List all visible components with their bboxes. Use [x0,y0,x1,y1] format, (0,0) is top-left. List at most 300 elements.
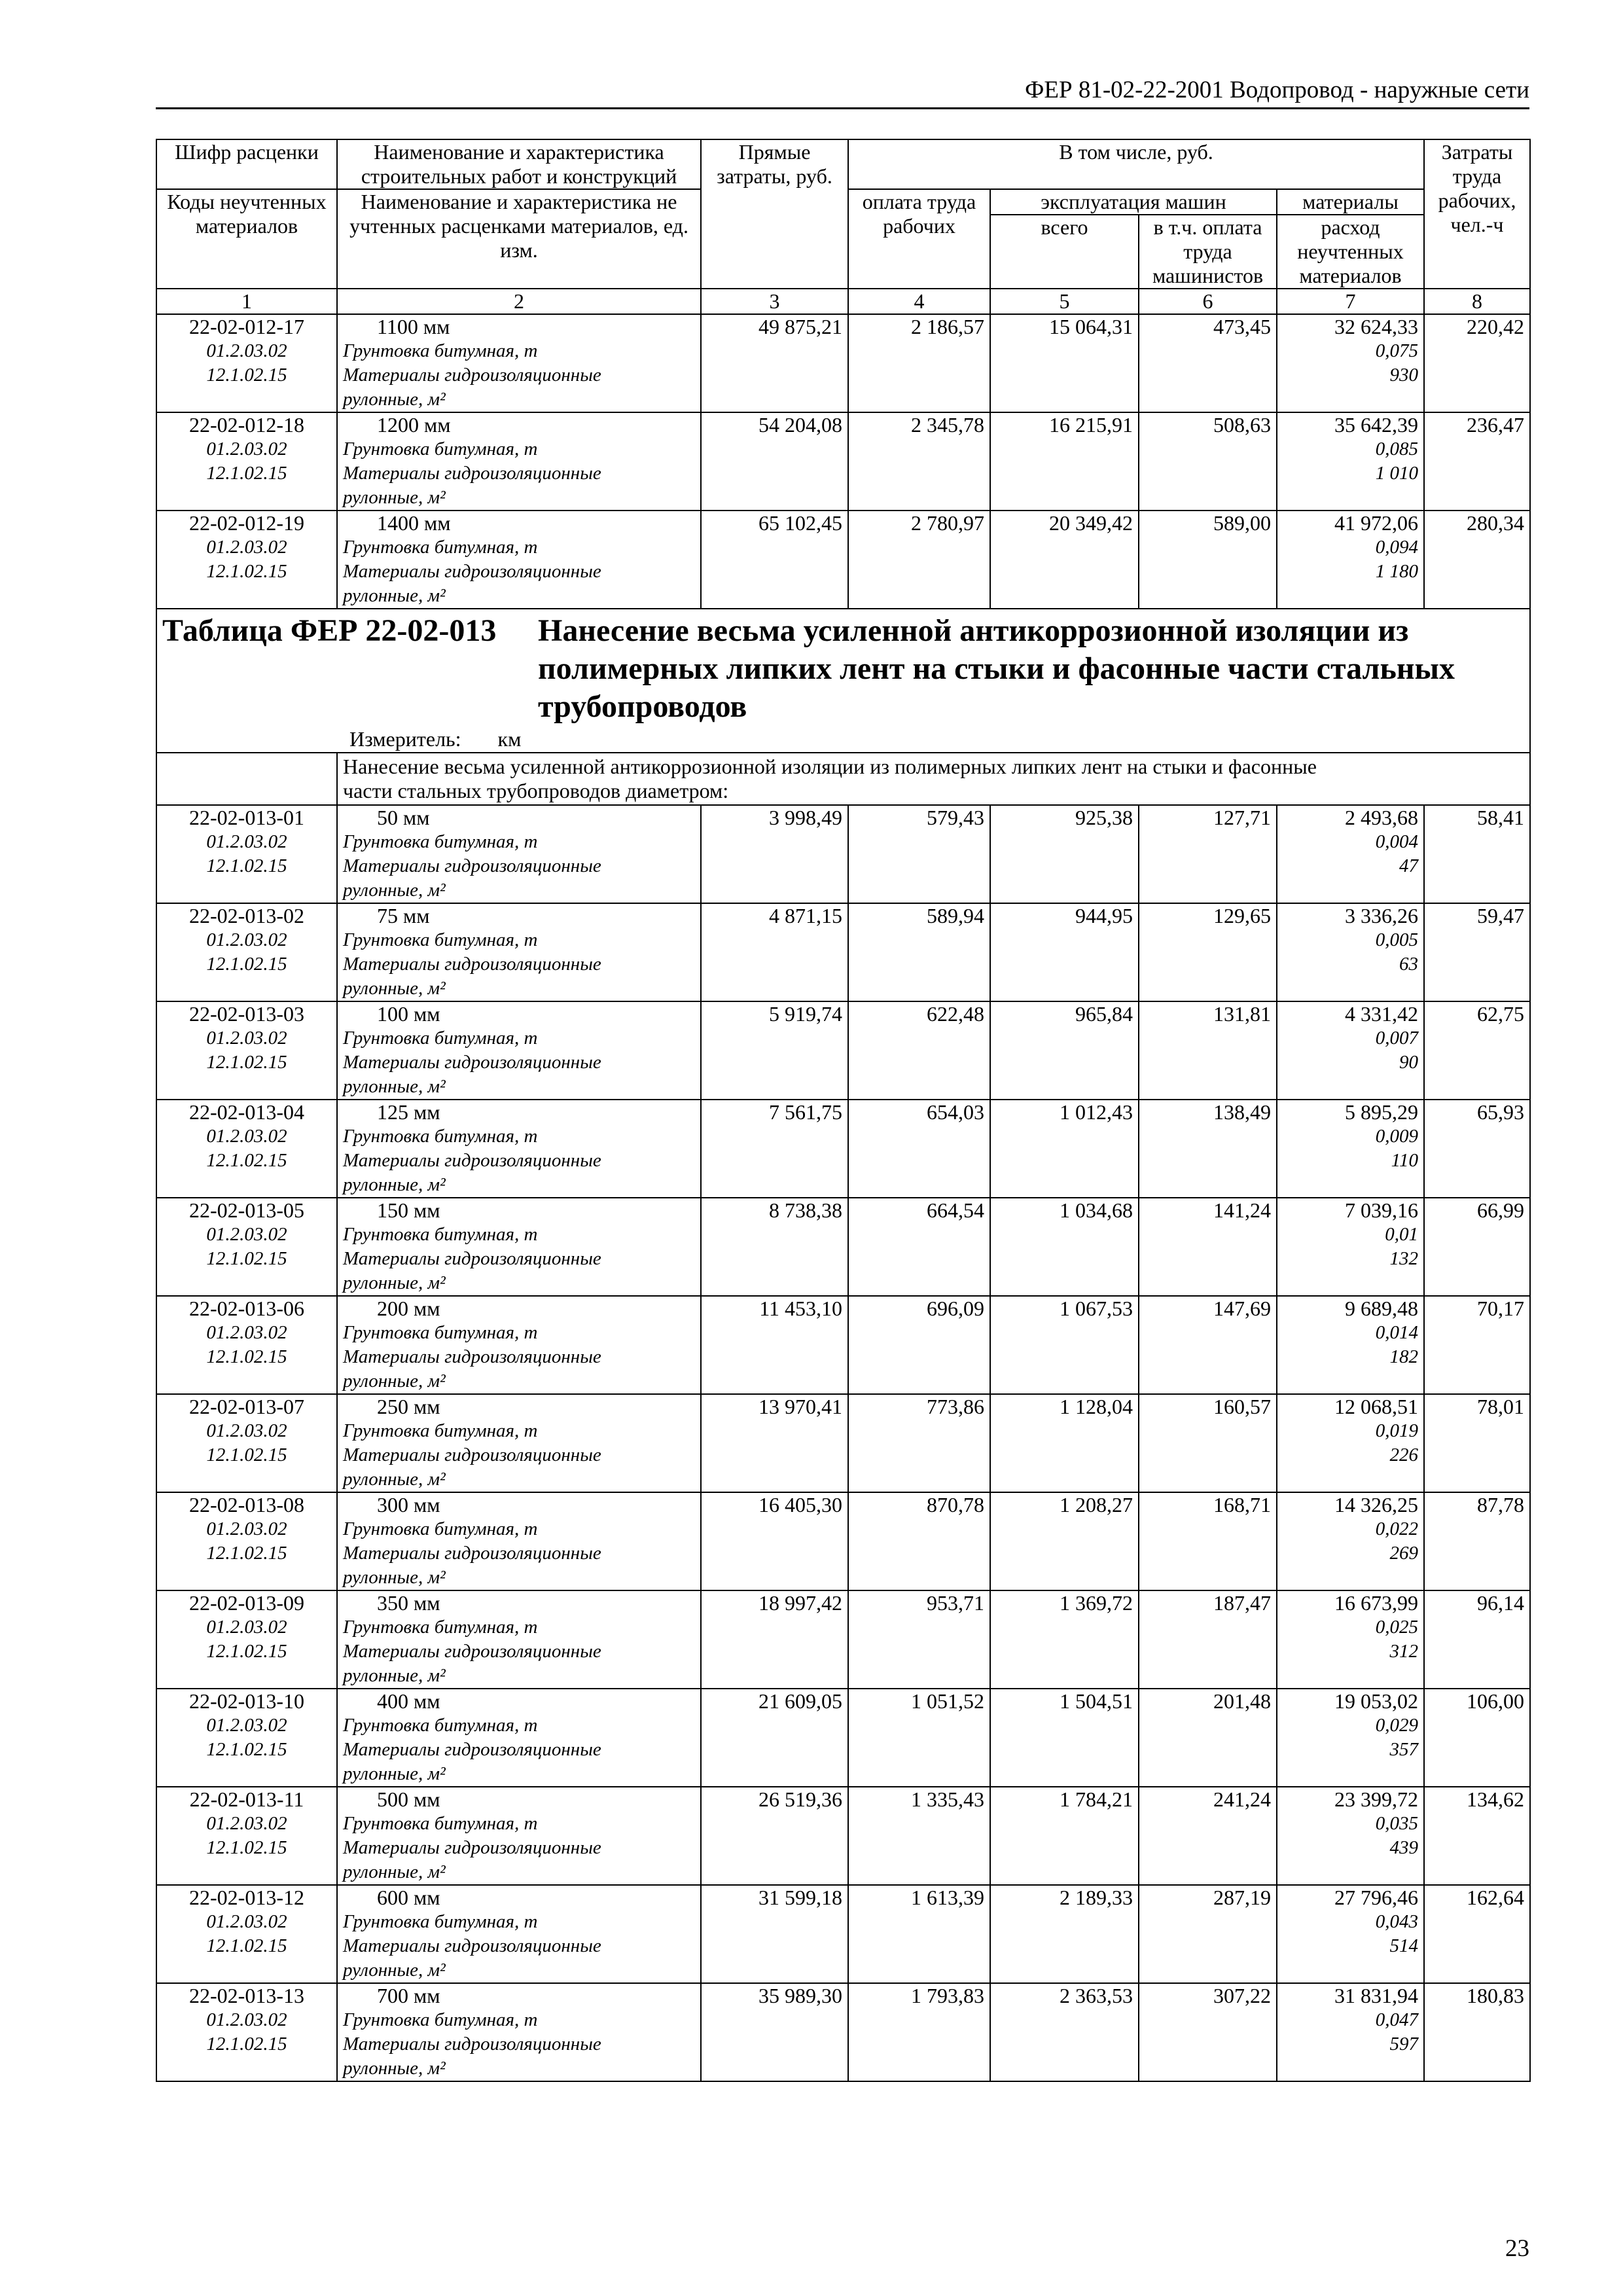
materials-cost: 19 053,02 [1334,1689,1419,1713]
material-name: рулонные, м² [343,389,446,410]
machinist-pay: 307,22 [1139,1983,1277,2081]
rate-code: 22-02-013-12 [189,1886,304,1909]
direct-cost: 26 519,36 [701,1787,848,1885]
table-row [156,903,1530,1001]
material-code: 12.1.02.15 [206,954,287,975]
material-name: Грунтовка битумная, т [343,2009,538,2030]
rate-code-cell [156,1394,337,1492]
col-head-machines: эксплуатация машин [990,189,1277,215]
labor-hours: 62,75 [1424,1001,1530,1100]
materials-cost: 9 689,48 [1345,1297,1419,1320]
name-cell [337,1198,701,1296]
name-cell [337,1001,701,1100]
direct-cost: 11 453,10 [701,1296,848,1394]
material-code: 01.2.03.02 [206,929,287,950]
name-cell [337,1100,701,1198]
rate-code-cell [156,1885,337,1983]
machinist-pay: 589,00 [1139,511,1277,609]
materials-cost: 2 493,68 [1345,806,1419,829]
work-name: 75 мм [377,904,430,927]
machines-total: 944,95 [990,903,1139,1001]
labor-pay: 654,03 [848,1100,990,1198]
material-name: Грунтовка битумная, т [343,831,538,852]
name-cell [337,1885,701,1983]
table-title-line: трубопроводов [538,689,747,724]
rate-code: 22-02-013-06 [189,1297,304,1320]
machines-total: 2 363,53 [990,1983,1139,2081]
labor-pay: 2 186,57 [848,314,990,412]
materials-cost: 16 673,99 [1334,1591,1419,1615]
labor-pay: 2 345,78 [848,412,990,511]
col-head-labor-pay: оплата труда рабочих [848,189,990,289]
col-num: 4 [848,289,990,314]
work-name: 200 мм [377,1297,440,1320]
name-cell [337,412,701,511]
table-row [156,1100,1530,1198]
machinist-pay: 187,47 [1139,1590,1277,1689]
name-cell [337,805,701,903]
col-head-machines-total: всего [990,215,1139,289]
machines-total: 1 012,43 [990,1100,1139,1198]
name-cell [337,1492,701,1590]
materials-cell [1277,1885,1424,1983]
material-name: рулонные, м² [343,1272,446,1293]
material-name: Грунтовка битумная, т [343,537,538,558]
work-name: 300 мм [377,1493,440,1516]
material-code: 01.2.03.02 [206,2009,287,2030]
labor-hours: 220,42 [1424,314,1530,412]
material-name: рулонные, м² [343,2058,446,2079]
material-name: рулонные, м² [343,1469,446,1490]
material-quantity: 182 [1389,1346,1419,1367]
rate-code-cell [156,1689,337,1787]
material-name: рулонные, м² [343,880,446,901]
material-name: Материалы гидроизоляционные [343,1150,601,1171]
material-name: Грунтовка битумная, т [343,1518,538,1539]
material-name: рулонные, м² [343,1174,446,1195]
col-num: 5 [990,289,1139,314]
machinist-pay: 241,24 [1139,1787,1277,1885]
labor-pay: 1 051,52 [848,1689,990,1787]
material-name: рулонные, м² [343,1763,446,1784]
col-head-direct: Прямые затраты, руб. [701,139,848,289]
rate-code-cell [156,1100,337,1198]
material-quantity: 312 [1389,1641,1419,1662]
table-title-line: Нанесение весьма усиленной антикоррозионной изоляции из [538,613,1409,648]
materials-cell [1277,1689,1424,1787]
col-head-materials: материалы [1277,189,1424,215]
table-row [156,1198,1530,1296]
material-code: 12.1.02.15 [206,1052,287,1073]
material-quantity: 47 [1399,855,1419,876]
rate-code: 22-02-013-08 [189,1493,304,1516]
material-quantity: 0,075 [1375,340,1419,361]
labor-pay: 2 780,97 [848,511,990,609]
material-quantity: 357 [1389,1739,1419,1760]
labor-pay: 664,54 [848,1198,990,1296]
material-name: Материалы гидроизоляционные [343,1543,601,1564]
col-head-labor: Затраты труда рабочих, чел.-ч [1424,139,1530,289]
material-code: 12.1.02.15 [206,1150,287,1171]
rate-code-cell [156,412,337,511]
material-name: рулонные, м² [343,585,446,606]
table-title-block [156,609,1530,753]
rows-013 [156,805,1530,2081]
direct-cost: 5 919,74 [701,1001,848,1100]
name-cell [337,511,701,609]
material-quantity: 1 010 [1375,463,1419,484]
material-name: Материалы гидроизоляционные [343,1444,601,1465]
name-cell [337,314,701,412]
materials-cost: 23 399,72 [1334,1787,1419,1811]
material-code: 12.1.02.15 [206,1346,287,1367]
direct-cost: 54 204,08 [701,412,848,511]
direct-cost: 7 561,75 [701,1100,848,1198]
work-name: 250 мм [377,1395,440,1418]
material-code: 12.1.02.15 [206,463,287,484]
col-head-materials-consumption: расход неучтенных материалов [1277,215,1424,289]
running-header: ФЕР 81-02-22-2001 Водопровод - наружные сети [156,73,1529,109]
material-code: 01.2.03.02 [206,1813,287,1834]
labor-hours: 70,17 [1424,1296,1530,1394]
work-name: 400 мм [377,1689,440,1713]
caption-line: Нанесение весьма усиленной антикоррозионной изоляции из полимерных липких лент на стыки и фасонные [343,755,1317,778]
name-cell [337,903,701,1001]
materials-cell [1277,805,1424,903]
direct-cost: 65 102,45 [701,511,848,609]
work-name: 100 мм [377,1002,440,1026]
material-code: 01.2.03.02 [206,1617,287,1638]
machines-total: 925,38 [990,805,1139,903]
material-name: Материалы гидроизоляционные [343,954,601,975]
labor-hours: 134,62 [1424,1787,1530,1885]
material-code: 12.1.02.15 [206,1739,287,1760]
materials-cell [1277,1100,1424,1198]
col-head-mat-codes: Коды неучтенных материалов [156,189,337,289]
direct-cost: 18 997,42 [701,1590,848,1689]
table-row [156,1590,1530,1689]
materials-cost: 14 326,25 [1334,1493,1419,1516]
material-code: 01.2.03.02 [206,1028,287,1049]
material-name: Грунтовка битумная, т [343,340,538,361]
machines-total: 1 067,53 [990,1296,1139,1394]
rate-code-cell [156,1787,337,1885]
rate-code: 22-02-013-05 [189,1198,304,1222]
labor-pay: 696,09 [848,1296,990,1394]
material-quantity: 110 [1391,1150,1419,1171]
meter-label: Измеритель: [349,727,461,751]
machines-total: 2 189,33 [990,1885,1139,1983]
material-code: 01.2.03.02 [206,831,287,852]
material-quantity: 1 180 [1375,561,1419,582]
material-name: рулонные, м² [343,1861,446,1882]
rate-code-cell [156,1590,337,1689]
material-code: 01.2.03.02 [206,1224,287,1245]
rate-code-cell [156,1492,337,1590]
materials-cell [1277,1296,1424,1394]
machinist-pay: 127,71 [1139,805,1277,903]
materials-cell [1277,1983,1424,2081]
materials-cost: 5 895,29 [1345,1100,1419,1124]
work-name: 1100 мм [377,315,450,338]
machines-total: 1 504,51 [990,1689,1139,1787]
machinist-pay: 287,19 [1139,1885,1277,1983]
name-cell [337,1394,701,1492]
material-name: Грунтовка битумная, т [343,1715,538,1736]
direct-cost: 49 875,21 [701,314,848,412]
meter-line [162,726,1524,752]
table-row [156,511,1530,609]
col-num: 6 [1139,289,1277,314]
material-quantity: 0,029 [1375,1715,1419,1736]
materials-cost: 32 624,33 [1334,315,1419,338]
material-code: 12.1.02.15 [206,1248,287,1269]
material-name: Материалы гидроизоляционные [343,561,601,582]
material-quantity: 269 [1389,1543,1419,1564]
table-row [156,1001,1530,1100]
rate-code-cell [156,1983,337,2081]
col-head-mat-names: Наименование и характеристика не учтенных расценками материалов, ед. изм. [337,189,701,289]
material-quantity: 0,085 [1375,439,1419,459]
work-name: 350 мм [377,1591,440,1615]
materials-cell [1277,1787,1424,1885]
material-code: 01.2.03.02 [206,1420,287,1441]
material-code: 12.1.02.15 [206,855,287,876]
material-name: рулонные, м² [343,1665,446,1686]
materials-cell [1277,1001,1424,1100]
machines-total: 15 064,31 [990,314,1139,412]
material-quantity: 0,035 [1375,1813,1419,1834]
col-num: 3 [701,289,848,314]
material-quantity: 0,047 [1375,2009,1419,2030]
material-code: 12.1.02.15 [206,561,287,582]
labor-hours: 162,64 [1424,1885,1530,1983]
machines-total: 1 034,68 [990,1198,1139,1296]
rate-code-cell [156,1001,337,1100]
direct-cost: 3 998,49 [701,805,848,903]
machines-total: 1 128,04 [990,1394,1139,1492]
labor-pay: 1 335,43 [848,1787,990,1885]
col-num: 7 [1277,289,1424,314]
labor-pay: 579,43 [848,805,990,903]
table-head [156,139,1530,314]
materials-cell [1277,1590,1424,1689]
direct-cost: 35 989,30 [701,1983,848,2081]
material-name: рулонные, м² [343,1567,446,1588]
materials-cost: 27 796,46 [1334,1886,1419,1909]
direct-cost: 21 609,05 [701,1689,848,1787]
material-code: 01.2.03.02 [206,1126,287,1147]
material-name: Грунтовка битумная, т [343,1028,538,1049]
material-quantity: 132 [1389,1248,1419,1269]
labor-pay: 1 793,83 [848,1983,990,2081]
materials-cell [1277,412,1424,511]
rate-code-cell [156,1198,337,1296]
labor-hours: 58,41 [1424,805,1530,903]
material-quantity: 0,019 [1375,1420,1419,1441]
material-quantity: 0,01 [1385,1224,1419,1245]
material-name: Грунтовка битумная, т [343,1126,538,1147]
material-quantity: 0,094 [1375,537,1419,558]
table-caption [337,753,1530,805]
machines-total: 965,84 [990,1001,1139,1100]
material-name: Грунтовка битумная, т [343,1911,538,1932]
material-name: Материалы гидроизоляционные [343,855,601,876]
table-row [156,1492,1530,1590]
materials-cell [1277,314,1424,412]
table-row [156,1787,1530,1885]
material-name: Материалы гидроизоляционные [343,1052,601,1073]
materials-cost: 31 831,94 [1334,1984,1419,2007]
material-name: Материалы гидроизоляционные [343,365,601,386]
table-row [156,1885,1530,1983]
direct-cost: 8 738,38 [701,1198,848,1296]
material-name: Грунтовка битумная, т [343,1224,538,1245]
materials-cost: 12 068,51 [1334,1395,1419,1418]
machinist-pay: 160,57 [1139,1394,1277,1492]
material-code: 01.2.03.02 [206,537,287,558]
name-cell [337,1689,701,1787]
material-code: 12.1.02.15 [206,1444,287,1465]
material-name: Грунтовка битумная, т [343,1813,538,1834]
material-name: Материалы гидроизоляционные [343,2034,601,2054]
work-name: 50 мм [377,806,430,829]
materials-cell [1277,1492,1424,1590]
rate-code: 22-02-013-09 [189,1591,304,1615]
materials-cost: 4 331,42 [1345,1002,1419,1026]
material-code: 01.2.03.02 [206,439,287,459]
col-num: 1 [156,289,337,314]
labor-hours: 106,00 [1424,1689,1530,1787]
material-quantity: 0,009 [1375,1126,1419,1147]
work-name: 600 мм [377,1886,440,1909]
col-head-name: Наименование и характеристика строительных работ и конструкций [337,139,701,189]
rate-code: 22-02-013-03 [189,1002,304,1026]
material-code: 12.1.02.15 [206,1641,287,1662]
material-name: Материалы гидроизоляционные [343,1641,601,1662]
direct-cost: 4 871,15 [701,903,848,1001]
work-name: 500 мм [377,1787,440,1811]
material-name: Грунтовка битумная, т [343,929,538,950]
material-code: 01.2.03.02 [206,340,287,361]
material-quantity: 597 [1389,2034,1419,2054]
rate-code-cell [156,314,337,412]
material-code: 12.1.02.15 [206,365,287,386]
col-num: 8 [1424,289,1530,314]
material-name: рулонные, м² [343,978,446,999]
labor-pay: 589,94 [848,903,990,1001]
material-code: 01.2.03.02 [206,1322,287,1343]
material-code: 01.2.03.02 [206,1911,287,1932]
materials-cost: 41 972,06 [1334,511,1419,535]
name-cell [337,1590,701,1689]
material-code: 12.1.02.15 [206,1935,287,1956]
rows-012 [156,314,1530,609]
material-quantity: 226 [1389,1444,1419,1465]
material-name: Материалы гидроизоляционные [343,1346,601,1367]
material-quantity: 0,022 [1375,1518,1419,1539]
machinist-pay: 508,63 [1139,412,1277,511]
machinist-pay: 141,24 [1139,1198,1277,1296]
col-head-including: В том числе, руб. [848,139,1424,189]
col-num: 2 [337,289,701,314]
table-row [156,1983,1530,2081]
caption-line: части стальных трубопроводов диаметром: [343,779,729,802]
material-quantity: 930 [1389,365,1419,386]
page-number: 23 [1505,2235,1529,2262]
material-name: Материалы гидроизоляционные [343,1739,601,1760]
rate-code: 22-02-013-04 [189,1100,304,1124]
machines-total: 16 215,91 [990,412,1139,511]
work-name: 700 мм [377,1984,440,2007]
material-code: 01.2.03.02 [206,1715,287,1736]
labor-hours: 87,78 [1424,1492,1530,1590]
rate-code-cell [156,511,337,609]
labor-pay: 1 613,39 [848,1885,990,1983]
direct-cost: 16 405,30 [701,1492,848,1590]
table-title [538,612,1455,726]
labor-hours: 65,93 [1424,1100,1530,1198]
work-name: 1400 мм [377,511,451,535]
machinist-pay: 473,45 [1139,314,1277,412]
material-quantity: 0,004 [1375,831,1419,852]
material-quantity: 90 [1399,1052,1419,1073]
labor-hours: 59,47 [1424,903,1530,1001]
table-row [156,1689,1530,1787]
labor-pay: 773,86 [848,1394,990,1492]
table-013-heading [156,609,1530,805]
labor-pay: 870,78 [848,1492,990,1590]
material-quantity: 0,005 [1375,929,1419,950]
material-name: рулонные, м² [343,1960,446,1981]
labor-hours: 96,14 [1424,1590,1530,1689]
machinist-pay: 138,49 [1139,1100,1277,1198]
table-row [156,1296,1530,1394]
work-name: 125 мм [377,1100,440,1124]
labor-hours: 78,01 [1424,1394,1530,1492]
machines-total: 1 784,21 [990,1787,1139,1885]
material-name: рулонные, м² [343,487,446,508]
material-name: Грунтовка битумная, т [343,1420,538,1441]
labor-hours: 280,34 [1424,511,1530,609]
labor-pay: 622,48 [848,1001,990,1100]
machines-total: 20 349,42 [990,511,1139,609]
materials-cell [1277,1394,1424,1492]
material-name: Материалы гидроизоляционные [343,1837,601,1858]
labor-hours: 180,83 [1424,1983,1530,2081]
rate-code-cell [156,903,337,1001]
direct-cost: 31 599,18 [701,1885,848,1983]
rates-table [156,139,1531,2082]
materials-cost: 3 336,26 [1345,904,1419,927]
rate-code: 22-02-013-07 [189,1395,304,1418]
meter-value: км [497,727,522,751]
materials-cost: 35 642,39 [1334,413,1419,437]
material-quantity: 63 [1399,954,1419,975]
machinist-pay: 131,81 [1139,1001,1277,1100]
materials-cell [1277,1198,1424,1296]
rate-code: 22-02-013-01 [189,806,304,829]
table-row [156,805,1530,903]
machines-total: 1 208,27 [990,1492,1139,1590]
table-row [156,314,1530,412]
rate-code: 22-02-013-11 [189,1787,304,1811]
material-quantity: 514 [1389,1935,1419,1956]
name-cell [337,1983,701,2081]
material-quantity: 0,025 [1375,1617,1419,1638]
machinist-pay: 129,65 [1139,903,1277,1001]
labor-hours: 236,47 [1424,412,1530,511]
